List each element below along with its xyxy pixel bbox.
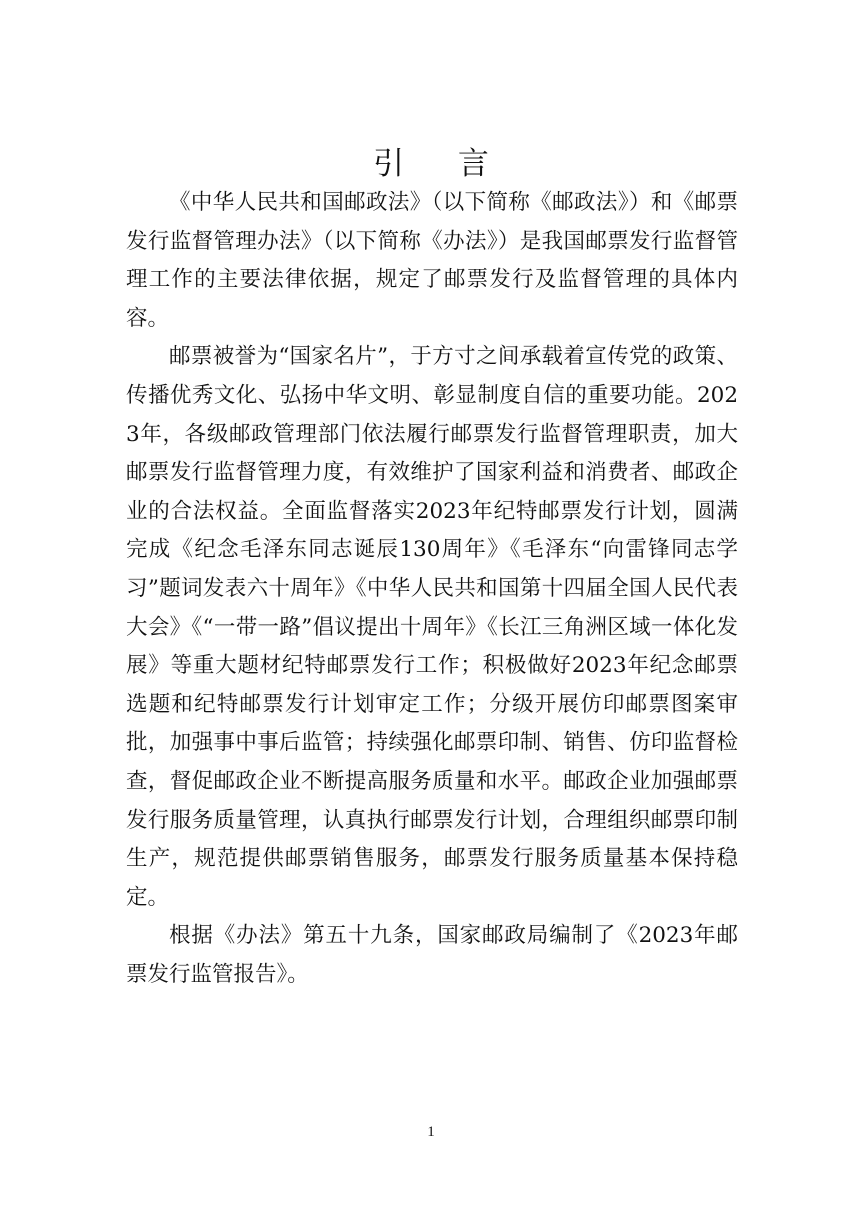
paragraph-report-statement: 根据《办法》第五十九条，国家邮政局编制了《2023年邮票发行监管报告》。: [126, 923, 738, 987]
page-title: 引 言: [373, 145, 511, 182]
paragraph-stamp-supervision-summary: 邮票被誉为“国家名片”，于方寸之间承载着宣传党的政策、传播优秀文化、弘扬中华文明、彰显制度自信的重要功能。2023年，各级邮政管理部门依法履行邮票发行监督管理职责，加大邮票发行监督管理力度，有效维护了国家利益和消费者、邮政企业的合法权益。全面监督落实2023年纪特邮票发行计划，圆满完成《纪念毛泽东同志诞辰130周年》《毛泽东“向雷锋同志学习”题词发表六十周年》《中华人民共和国第十四届全国人民代表大会》《“一带一路”倡议提出十周年》《长江三角洲区域一体化发展》等重大题材纪特邮票发行工作；积极做好2023年纪念邮票选题和纪特邮票发行计划审定工作；分级开展仿印邮票图案审批，加强事中事后监管；持续强化邮票印制、销售、仿印监督检查，督促邮政企业不断提高服务质量和水平。邮政企业加强邮票发行服务质量管理，认真执行邮票发行计划，合理组织邮票印制生产，规范提供邮票销售服务，邮票发行服务质量基本保持稳定。: [126, 344, 738, 910]
paragraph-legal-basis: 《中华人民共和国邮政法》（以下简称《邮政法》）和《邮票发行监督管理办法》（以下简称《办法》）是我国邮票发行监督管理工作的主要法律依据，规定了邮票发行及监督管理的具体内容。: [126, 190, 738, 331]
page-number: 1: [427, 1124, 435, 1140]
introduction-body: [126, 184, 738, 994]
